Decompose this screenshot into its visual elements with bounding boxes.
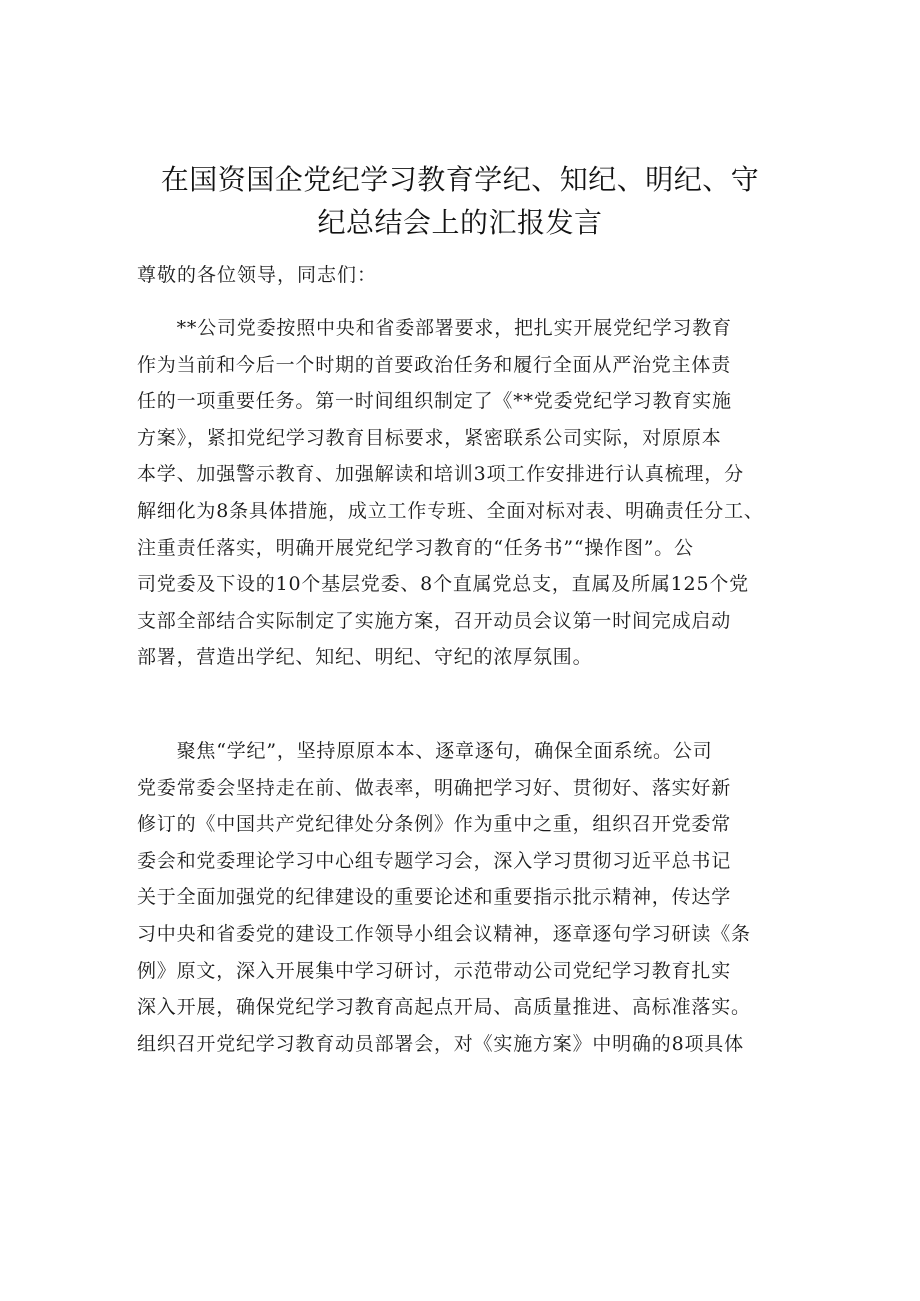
paragraph-line: 注重责任落实，明确开展党纪学习教育的“任务书”“操作图”。公 (137, 536, 694, 559)
body-paragraph (137, 733, 797, 1062)
title-line: 纪总结会上的汇报发言 (317, 206, 603, 239)
salutation: 尊敬的各位领导，同志们： (137, 264, 378, 286)
title-line: 在国资国企党纪学习教育学纪、知纪、明纪、守 (160, 163, 760, 196)
paragraph-line: 关于全面加强党的纪律建设的重要论述和重要指示批示精神，传达学 (137, 886, 732, 909)
paragraph-line: **公司党委按照中央和省委部署要求，把扎实开展党纪学习教育 (137, 317, 732, 339)
paragraph-line: 部署，营造出学纪、知纪、明纪、守纪的浓厚氛围。 (137, 646, 593, 669)
paragraph-line: 作为当前和今后一个时期的首要政治任务和履行全面从严治党主体责 (137, 353, 732, 376)
paragraph-line: 深入开展，确保党纪学习教育高起点开局、高质量推进、高标准落实。 (137, 996, 751, 1019)
paragraph-line: 组织召开党纪学习教育动员部署会，对《实施方案》中明确的8项具体 (137, 1032, 744, 1055)
paragraph-line: 任的一项重要任务。第一时间组织制定了《**党委党纪学习教育实施 (137, 390, 732, 413)
paragraph-line: 解细化为8条具体措施，成立工作专班、全面对标对表、明确责任分工、 (137, 499, 764, 522)
paragraph-line: 党委常委会坚持走在前、做表率，明确把学习好、贯彻好、落实好新 (137, 776, 732, 799)
paragraph-line: 本学、加强警示教育、加强解读和培训3项工作安排进行认真梳理，分 (137, 463, 744, 486)
paragraph-line: 修订的《中国共产党纪律处分条例》作为重中之重，组织召开党委常 (137, 813, 732, 836)
paragraph-line: 委会和党委理论学习中心组专题学习会，深入学习贯彻习近平总书记 (137, 849, 732, 872)
paragraph-line: 例》原文，深入开展集中学习研讨，示范带动公司党纪学习教育扎实 (137, 959, 732, 982)
paragraph-line: 方案》，紧扣党纪学习教育目标要求，紧密联系公司实际，对原原本 (137, 426, 722, 449)
body-paragraph (137, 310, 797, 676)
paragraph-line: 支部全部结合实际制定了实施方案，召开动员会议第一时间完成启动 (137, 609, 732, 632)
paragraph-line: 司党委及下设的10个基层党委、8个直属党总支，直属及所属125个党 (137, 573, 749, 596)
document-title (140, 158, 780, 244)
paragraph-line: 习中央和省委党的建设工作领导小组会议精神，逐章逐句学习研读《条 (137, 922, 751, 945)
paragraph-line: 聚焦“学纪”，坚持原原本本、逐章逐句，确保全面系统。公司 (137, 740, 713, 762)
